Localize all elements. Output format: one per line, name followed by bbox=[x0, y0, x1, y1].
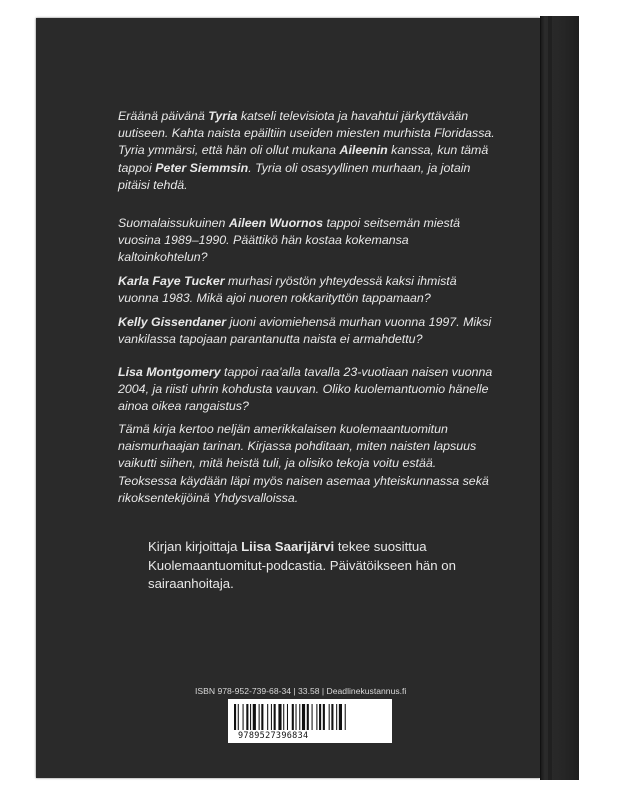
name-aileenin: Aileenin bbox=[339, 143, 388, 158]
case-karla-faye-tucker bbox=[118, 273, 498, 307]
case-text: murhasi ryöstön yhteydessä kaksi ihmistä vuonna 1983. Mikä ajoi nuoren rokkarityttön tappamaan? bbox=[118, 274, 457, 306]
book-spine bbox=[540, 16, 579, 780]
isbn-line: ISBN 978-952-739-68-34 | 33.58 | Deadlinekustannus.fi bbox=[195, 686, 407, 696]
case-text-b: tappoi seitsemän miestä vuosina 1989–1990. Päättikö hän kostaa kokemansa kaltoinkohtelun? bbox=[118, 216, 461, 265]
barcode-digits: 9789527396834 bbox=[238, 731, 309, 741]
bio-text-a: Kirjan kirjoittaja bbox=[148, 539, 242, 554]
name-kelly-gissendaner: Kelly Gissendaner bbox=[118, 315, 227, 329]
spine-hinge bbox=[548, 16, 552, 780]
book-description bbox=[118, 421, 498, 507]
case-lisa-montgomery bbox=[118, 364, 498, 416]
intro-text-a: Eräänä päivänä bbox=[118, 109, 209, 123]
name-peter-siemmsin: Peter Siemmsin bbox=[155, 160, 249, 175]
name-tyria: Tyria bbox=[208, 109, 238, 123]
barcode-bars bbox=[234, 704, 386, 730]
name-karla-faye-tucker: Karla Faye Tucker bbox=[118, 274, 225, 288]
author-bio bbox=[148, 538, 508, 594]
intro-text-d: . Tyria oli osasyyllinen murhaan, ja jotain pitäisi tehdä. bbox=[118, 160, 471, 192]
name-lisa-montgomery: Lisa Montgomery bbox=[118, 365, 221, 379]
intro-text-c: kanssa, kun tämä tappoi bbox=[118, 143, 489, 175]
intro-text-b: katseli televisiota ja havahtui järkyttävään uutiseen. Kahta naista epäiltiin useiden miesten murhista Floridassa. Tyria ymmärsi, että hän oli ollut mukana bbox=[118, 109, 495, 158]
description-text: Tämä kirja kertoo neljän amerikkalaisen kuolemaantuomitun naismurhaajan tarinan. Kirjassa pohditaan, miten naisten lapsuus vaikutti siihen, mitä heistä tuli, ja olisiko tekoja voitu estää. Teoksessa käydään läpi myös naisen asemaa yhteiskunnassa sekä rikoksentekijöinä Yhdysvalloissa. bbox=[118, 422, 489, 505]
name-aileen-wuornos: Aileen Wuornos bbox=[228, 216, 323, 230]
name-liisa-saarijarvi: Liisa Saarijärvi bbox=[241, 539, 335, 554]
case-kelly-gissendaner bbox=[118, 314, 498, 348]
case-text-a: Suomalaissukuinen bbox=[118, 216, 229, 230]
case-text: tappoi raa'alla tavalla 23-vuotiaan naisen vuonna 2004, ja riisti uhrin kohdusta vauvan. Oliko kuolemantuomio hänelle ainoa oikea rangaistus? bbox=[118, 365, 493, 414]
case-aileen-wuornos bbox=[118, 215, 498, 267]
case-text: juoni aviomiehensä murhan vuonna 1997. Miksi vankilassa tapojaan parantanutta naista ei armahdettu? bbox=[118, 315, 492, 347]
bio-text-b: tekee suosittua Kuolemaantuomitut-podcastia. Päivätöikseen hän on sairaanhoitaja. bbox=[148, 539, 456, 592]
synopsis-intro bbox=[118, 108, 498, 194]
barcode bbox=[228, 699, 392, 743]
